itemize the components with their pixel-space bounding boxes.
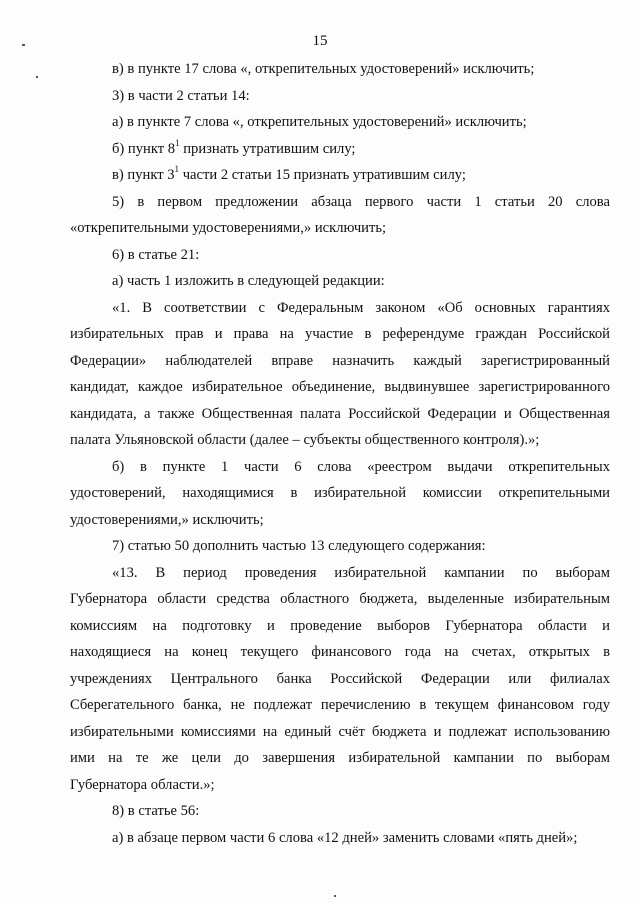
item-3-article-14: 3) в части 2 статьи 14:	[112, 87, 250, 104]
subitem-v-3-1: в) пункт $3^1$ части 2 статьи 15 признать утратившим силу;	[112, 164, 466, 183]
quote-part-13-line: избирательными комиссиями на единый счёт бюджета и подлежат использованию	[70, 723, 610, 740]
quote-part-1-line: кандидат, каждое избирательное объединение, выдвинувшее зарегистрированного	[70, 379, 610, 395]
subitem-a-7: а) в пункте 7 слова «, открепительных удостоверений» исключить;	[112, 114, 527, 130]
page-number: 15	[312, 33, 328, 49]
quote-part-1-line: палата Ульяновской области (далее – субъекты общественного контроля).»;	[70, 432, 540, 448]
quote-part-1: «1. В соответствии с Федеральным законом «Об основных гарантиях	[112, 299, 610, 316]
item-7: 7) статью 50 дополнить частью 13 следующего содержания:	[112, 538, 486, 554]
item-6: 6) в статье 21:	[112, 246, 200, 263]
quote-part-1-line: избирательных прав и права на участие в референдуме граждан Российской	[70, 326, 610, 342]
quote-part-13-line: Губернатора области средства областного бюджета, выделенные избирательным	[70, 591, 610, 607]
quote-part-13: «13. В период проведения избирательной кампании по выборам	[112, 564, 610, 581]
scan-mark	[334, 895, 336, 897]
item-8: 8) в статье 56:	[112, 803, 200, 819]
quote-part-13-line: учреждениях Центрального банка Российской Федерации или филиалах	[70, 670, 610, 687]
quote-part-13-line: Губернатора области.»;	[70, 776, 215, 793]
document-body	[70, 56, 610, 851]
quote-part-1-line: Федерации» наблюдателей вправе назначить каждый зарегистрированный	[70, 352, 610, 369]
subitem-v-17: в) в пункте 17 слова «, открепительных удостоверений» исключить;	[112, 61, 535, 77]
item-6-a: а) часть 1 изложить в следующей редакции:	[112, 273, 385, 289]
item-8-a: а) в абзаце первом части 6 слова «12 дней» заменить словами «пять дней»;	[112, 829, 578, 846]
item-6-b: б) в пункте 1 части 6 слова «реестром выдачи открепительных	[112, 458, 610, 475]
quote-part-1-line: кандидата, а также Общественная палата Российской Федерации и Общественная	[70, 405, 610, 422]
quote-part-13-line: ими на те же цели до завершения избирательной кампании по выборам	[70, 750, 610, 766]
item-6-b-line: удостоверениями,» исключить;	[70, 511, 264, 528]
item-5: 5) в первом предложении абзаца первого части 1 статьи 20 слова	[112, 193, 610, 210]
quote-part-13-line: Сберегательного банка, не подлежат перечислению в текущем финансовом году	[70, 697, 610, 713]
item-5-cont: «открепительными удостоверениями,» исключить;	[70, 220, 387, 236]
quote-part-13-line: комиссиям на подготовку и проведение выборов Губернатора области и	[70, 617, 610, 634]
subitem-b-8-1: б) пункт $8^1$ признать утратившим силу;	[112, 137, 356, 157]
item-6-b-line: удостоверений, находящимися в избирательной комиссии открепительными	[70, 485, 610, 501]
quote-part-13-line: находящиеся на конец текущего финансового года на счетах, открытых в	[70, 644, 610, 660]
scan-mark	[36, 76, 38, 78]
